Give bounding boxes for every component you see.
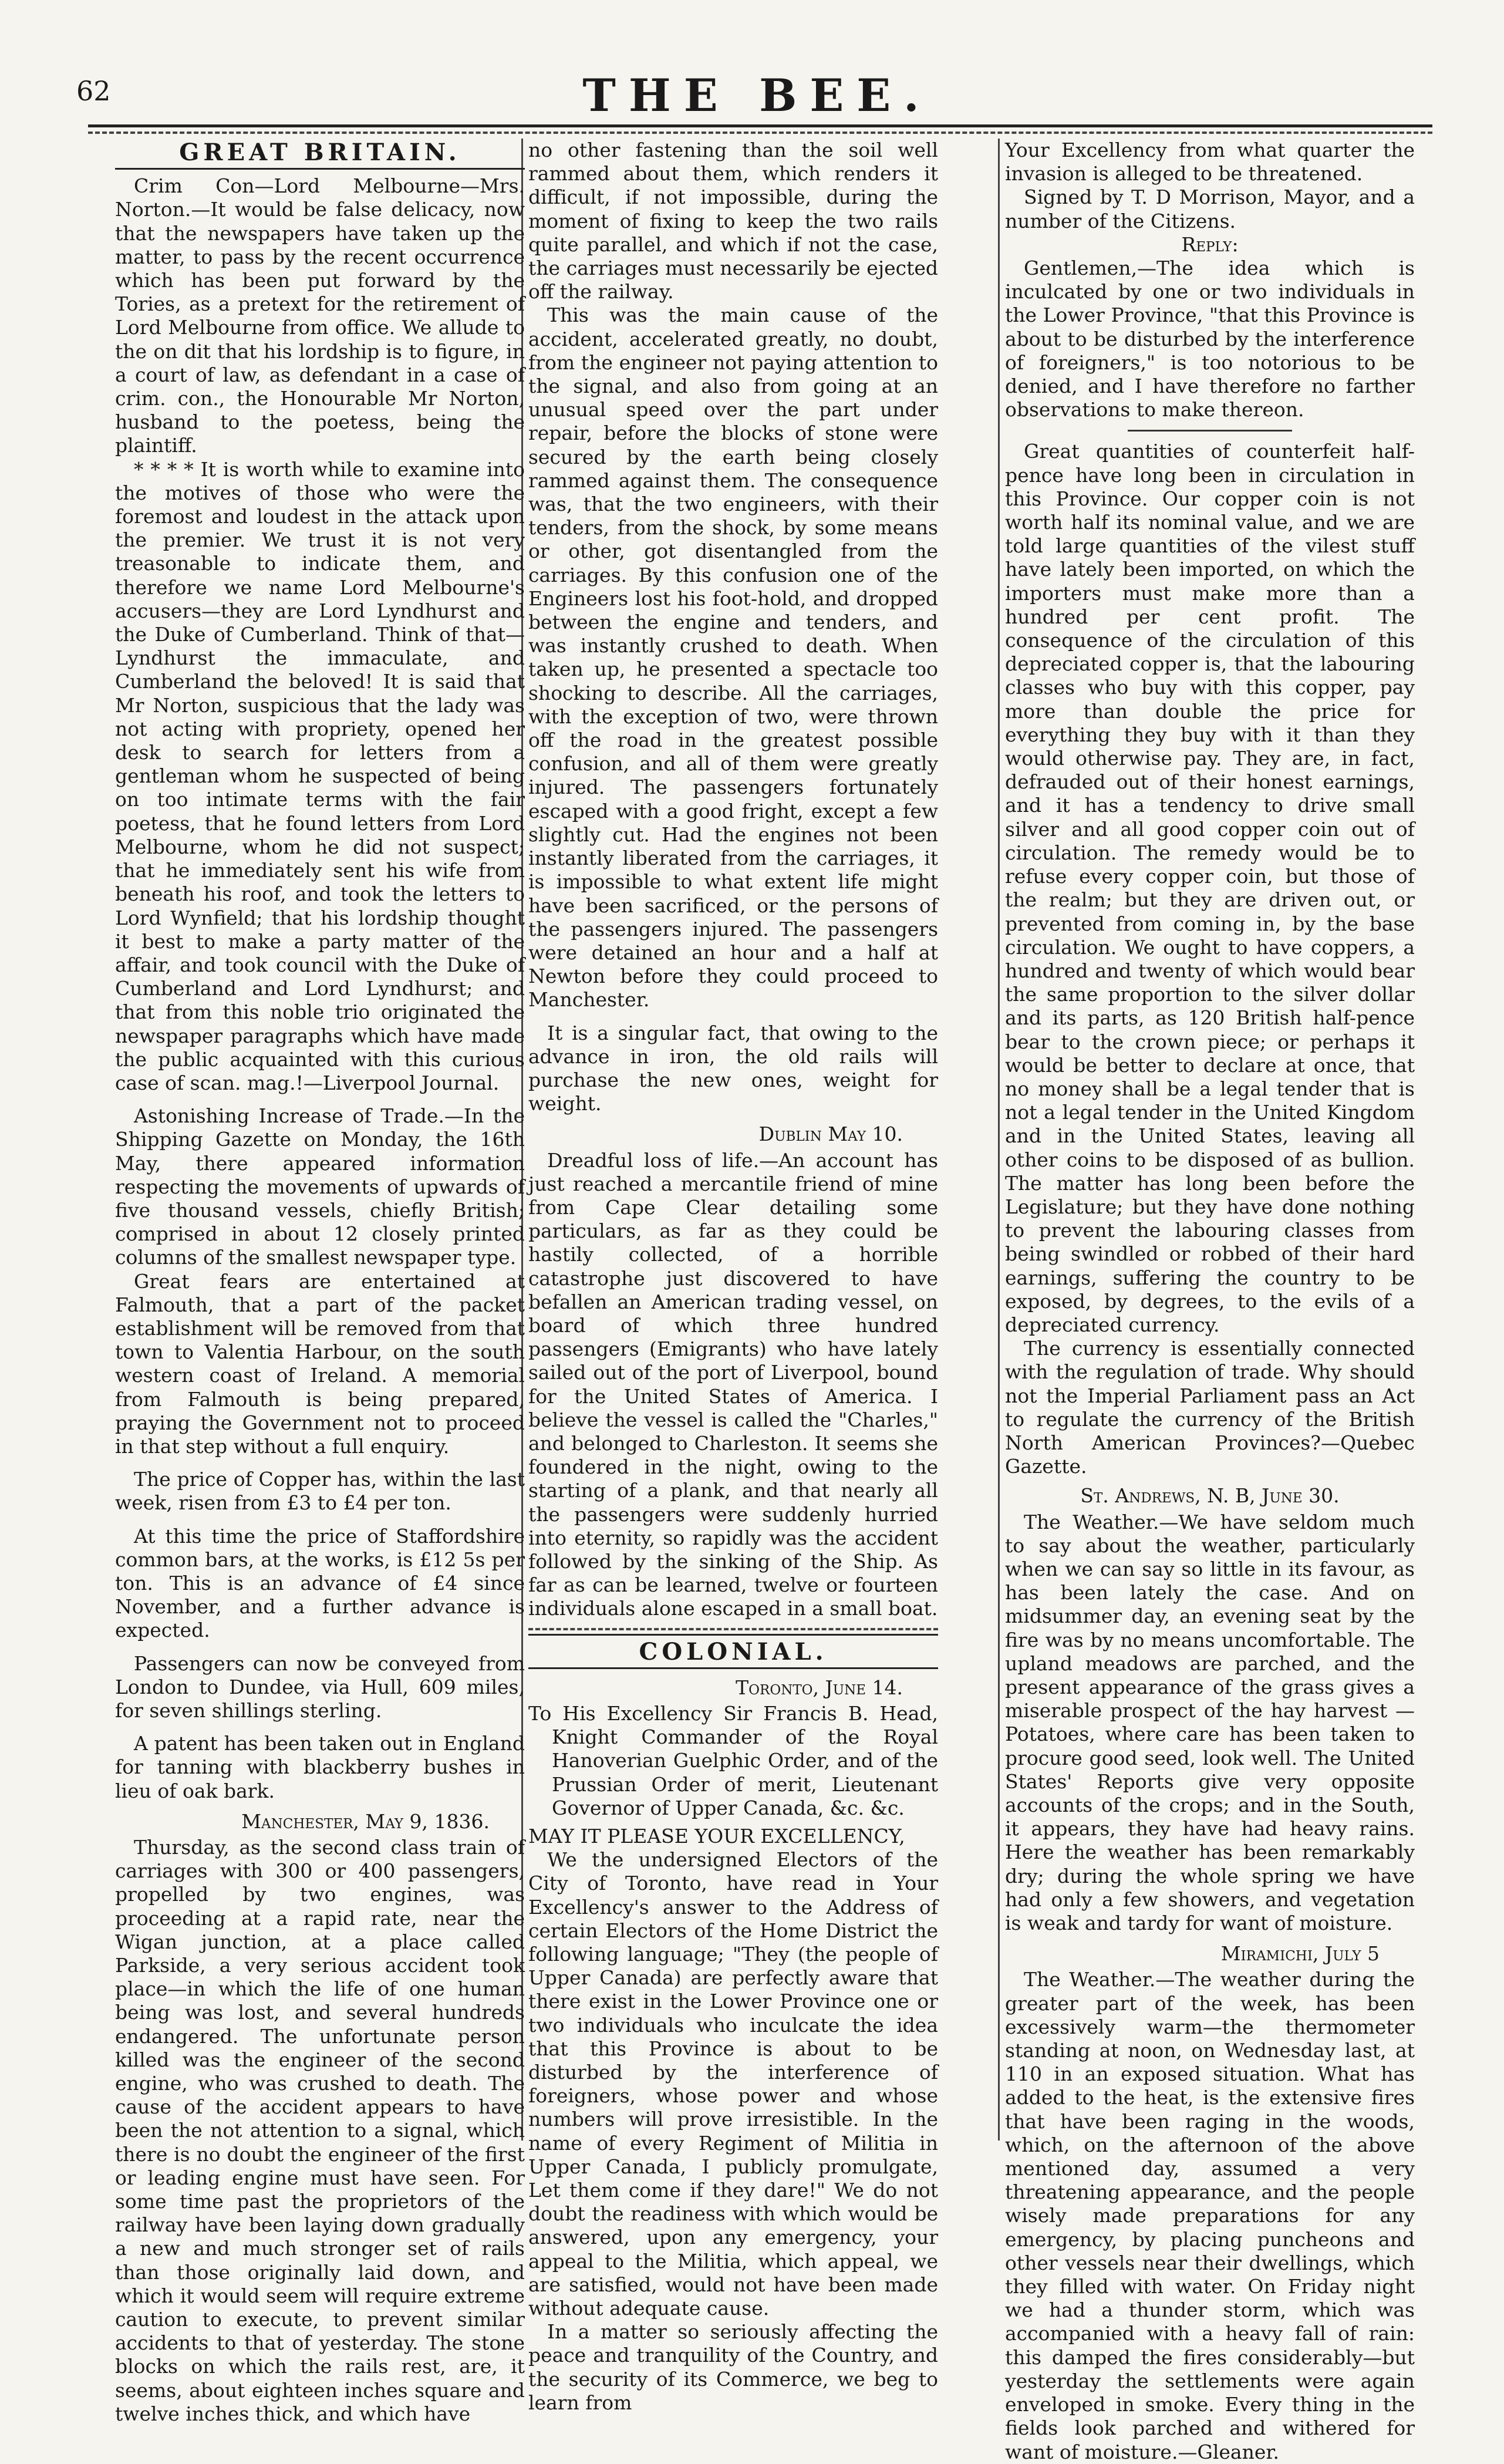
article-paragraph: Great fears are entertained at Falmouth, that a part of the packet establishment will be removed from that town to Valentia Harbour, on the south western coast of Ireland. A memorial from Falmouth is being prepared, praying the Government not to proceed in that step without a full enquiry.	[115, 1269, 525, 1458]
column-divider	[998, 139, 1000, 2141]
column-3	[1005, 139, 1415, 2464]
section-heading-colonial: COLONIAL.	[528, 1640, 938, 1669]
article-paragraph: The Weather.—We have seldom much to say about the weather, particularly when we can say so little in its favour, as has been lately the case. And on midsummer day, an evening seat by the fire was by no means uncomfortable. The upland meadows are parched, and the present appearance of the grass gives a miserable prospect of the hay harvest —Potatoes, where care has been taken to procure good seed, look well. The United States' Reports give very opposite accounts of the crops; and in the South, it appears, they have had heavy rains. Here the weather has been remarkably dry; during the whole spring we have had only a few showers, and vegetation is weak and tardy for want of moisture.	[1005, 1510, 1415, 1935]
column-1	[115, 139, 525, 2426]
dateline: St. Andrews, N. B, June 30.	[1080, 1484, 1340, 1508]
article-paragraph: Signed by T. D Morrison, Mayor, and a number of the Citizens.	[1005, 186, 1415, 232]
article-paragraph: Crim Con—Lord Melbourne—Mrs. Norton.—It would be false delicacy, now that the newspapers have taken up the matter, to pass by the recent occurrence which has been put forward by the Tories, as a pretext for the retirement of Lord Melbourne from office. We allude to the on dit that his lordship is to figure, in a court of law, as defendant in a case of crim. con., the Honourable Mr Norton, husband to the poetess, being the plaintiff.	[115, 174, 525, 457]
article-paragraph: Gentlemen,—The idea which is inculcated by one or two individuals in the Lower Province, "that this Province is about to be disturbed by the interference of foreigners," is too notorious to be denied, and I have therefore no farther observations to make thereon.	[1005, 257, 1415, 422]
masthead-title: THE BEE.	[582, 69, 932, 122]
article-paragraph: At this time the price of Staffordshire common bars, at the works, is £12 5s per ton. This is an advance of £4 since November, and a further advance is expected.	[115, 1524, 525, 1642]
article-paragraph: * * * * It is worth while to examine into the motives of those who were the foremost and loudest in the attack upon the premier. We trust it is not very treasonable to indicate them, and therefore we name Lord Melbourne's accusers—they are Lord Lyndhurst and the Duke of Cumberland. Think of that—Lyndhurst the immaculate, and Cumberland the beloved! It is said that Mr Norton, suspicious that the lady was not acting with propriety, opened her desk to search for letters from a gentleman whom he suspected of being on too intimate terms with the fair poetess, that he found letters from Lord Melbourne, whom he did not suspect; that he immediately sent his wife from beneath his roof, and took the letters to Lord Wynfield; that his lordship thought it best to make a party matter of the affair, and took council with the Duke of Cumberland and Lord Lyndhurst; and that from this noble trio originated the newspaper paragraphs which have made the public acquainted with this curious case of scan. mag.!—Liverpool Journal.	[115, 457, 525, 1094]
column-2	[528, 139, 938, 2415]
article-paragraph: The price of Copper has, within the last week, risen from £3 to £4 per ton.	[115, 1468, 525, 1515]
article-paragraph: Passengers can now be conveyed from London to Dundee, via Hull, 609 miles, for seven shillings sterling.	[115, 1651, 525, 1722]
separator-rule	[1128, 430, 1292, 432]
page-number: 62	[76, 75, 111, 107]
article-paragraph: Thursday, as the second class train of carriages with 300 or 400 passengers, propelled by two engines, was proceeding at a rapid rate, near the Wigan junction, at a place called Parkside, a very serious accident took place—in which the life of one human being was lost, and several hundreds endangered. The unfortunate person killed was the engineer of the second engine, who was crushed to death. The cause of the accident appears to have been the not attention to a signal, which there is no doubt the engineer of the first or leading engine must have seen. For some time past the proprietors of the railway have been laying down gradually a new and much stronger set of rails than those originally laid down, and which it would seem will require extreme caution to execute, to prevent similar accidents to that of yesterday. The stone blocks on which the rails rest, are, it seems, about eighteen inches square and twelve inches thick, and which have	[115, 1836, 525, 2425]
article-paragraph: Your Excellency from what quarter the invasion is alleged to be threatened.	[1005, 139, 1415, 186]
article-paragraph: In a matter so seriously affecting the peace and tranquility of the Country, and the security of its Commerce, we beg to learn from	[528, 2320, 938, 2414]
dateline: Dublin May 10.	[758, 1123, 903, 1146]
section-heading-great-britain: GREAT BRITAIN.	[115, 141, 525, 170]
article-paragraph: This was the main cause of the accident, accelerated greatly, no doubt, from the engineer not paying attention to the signal, and also from going at an unusual speed over the part under repair, before the blocks of stone were secured by the earth being closely rammed against them. The consequence was, that the two engineers, with their tenders, from the shock, by some means or other, got disentangled from the carriages. By this confusion one of the Engineers lost his foot-hold, and dropped between the engine and tenders, and was instantly crushed to death. When taken up, he presented a spectacle too shocking to describe. All the carriages, with the exception of two, were thrown off the road in the greatest possible confusion, and all of them were greatly injured. The passengers fortunately escaped with a good fright, except a few slightly cut. Had the engines not been instantly liberated from the carriages, it is impossible to what extent life might have been sacrificed, or the persons of the passengers injured. The passengers were detained an hour and a half at Newton before they could proceed to Manchester.	[528, 304, 938, 1012]
article-paragraph: It is a singular fact, that owing to the advance in iron, the old rails will purchase the new ones, weight for weight.	[528, 1021, 938, 1115]
dateline: Manchester, May 9, 1836.	[241, 1809, 490, 1833]
article-paragraph: The currency is essentially connected with the regulation of trade. Why should not the Imperial Parliament pass an Act to regulate the currency of the British North American Provinces?—Quebec Gazette.	[1005, 1337, 1415, 1478]
salutation: MAY IT PLEASE YOUR EXCELLENCY,	[528, 1825, 905, 1848]
address-heading: To His Excellency Sir Francis B. Head, Knight Commander of the Royal Hanoverian Guelphic Order, and of the Prussian Order of merit, Lieutenant Governor of Upper Canada, &c. &c.	[528, 1702, 938, 1819]
article-paragraph: Dreadful loss of life.—An account has just reached a mercantile friend of mine from Cape Clear detailing some particulars, as far as they could be hastily collected, of a horrible catastrophe just discovered to have befallen an American trading vessel, on board of which three hundred passengers (Emigrants) who have lately sailed out of the port of Liverpool, bound for the United States of America. I believe the vessel is called the "Charles," and belonged to Charleston. It seems she foundered in the night, owing to the starting of a plank, and that nearly all the passengers were suddenly hurried into eternity, so rapidly was the accident followed by the sinking of the Ship. As far as can be learned, twelve or fourteen individuals alone escaped in a small boat.	[528, 1148, 938, 1620]
reply-heading: Reply:	[1181, 232, 1239, 256]
article-paragraph: no other fastening than the soil well rammed about them, which renders it difficult, if not impossible, during the moment of fixing to keep the two rails quite parallel, and which if not the case, the carriages must necessarily be ejected off the railway.	[528, 139, 938, 304]
article-paragraph: The Weather.—The weather during the greater part of the week, has been excessively warm—the thermometer standing at noon, on Wednesday last, at 110 in an exposed situation. What has added to the heat, is the extensive fires that have been raging in the woods, which, on the afternoon of the above mentioned day, assumed a very threatening appearance, and the people wisely made preparations for any emergency, by placing puncheons and other vessels near their dwellings, which they filled with water. On Friday night we had a thunder storm, which was accompanied with a heavy fall of rain: this damped the fires considerably—but yesterday the settlements were again enveloped in smoke. Every thing in the fields look parched and withered for want of moisture.—Gleaner.	[1005, 1968, 1415, 2463]
header-rule-dashed	[88, 132, 1432, 134]
article-paragraph: We the undersigned Electors of the City of Toronto, have read in Your Excellency's answer to the Address of certain Electors of the Home District the following language; "They (the people of Upper Canada) are perfectly aware that there exist in the Lower Province one or two individuals who inculcate the idea that this Province is about to be disturbed by the interference of foreigners, whose power and whose numbers will prove irresistible. In the name of every Regiment of Militia in Upper Canada, I publicly promulgate, Let them come if they dare!" We do not doubt the readiness with which would be answered, upon any emergency, your appeal to the Militia, which appeal, we are satisfied, would not have been made without adequate cause.	[528, 1848, 938, 2320]
dateline: Toronto, June 14.	[736, 1676, 903, 1699]
article-paragraph: A patent has been taken out in England for tanning with blackberry bushes in lieu of oak bark.	[115, 1732, 525, 1802]
dateline: Miramichi, July 5	[1220, 1942, 1380, 1966]
section-rule	[528, 1628, 938, 1636]
article-paragraph: Great quantities of counterfeit half-pence have long been in circulation in this Province. Our copper coin is not worth half its nominal value, and we are told large quantities of the vilest stuff have lately been imported, on which the importers must make more than a hundred per cent profit. The consequence of the circulation of this depreciated copper is, that the labouring classes who buy with this copper, pay more than double the price for everything they buy with it than they would otherwise pay. They are, in fact, defrauded out of their honest earnings, and it has a tendency to drive small silver and all good copper coin out of circulation. The remedy would be to refuse every copper coin, but those of the realm; but they are driven out, or prevented from coming in, by the base circulation. We ought to have coppers, a hundred and twenty of which would bear the same proportion to the silver dollar and its parts, as 120 British half-pence bear to the crown piece; or perhaps it would be better to declare at once, that no money shall be a legal tender that is not a legal tender in the United Kingdom and in the United States, leaving all other coins to be disposed of as bullion. The matter has long been before the Legislature; but they have done nothing to prevent the labouring classes from being swindled or robbed of their hard earnings, suffering the country to be exposed, by degrees, to the evils of a depreciated currency.	[1005, 440, 1415, 1336]
header-rule	[88, 124, 1432, 127]
article-paragraph: Astonishing Increase of Trade.—In the Shipping Gazette on Monday, the 16th May, there appeared information respecting the movements of upwards of five thousand vessels, chiefly British; comprised in about 12 closely printed columns of the smallest newspaper type.	[115, 1104, 525, 1269]
